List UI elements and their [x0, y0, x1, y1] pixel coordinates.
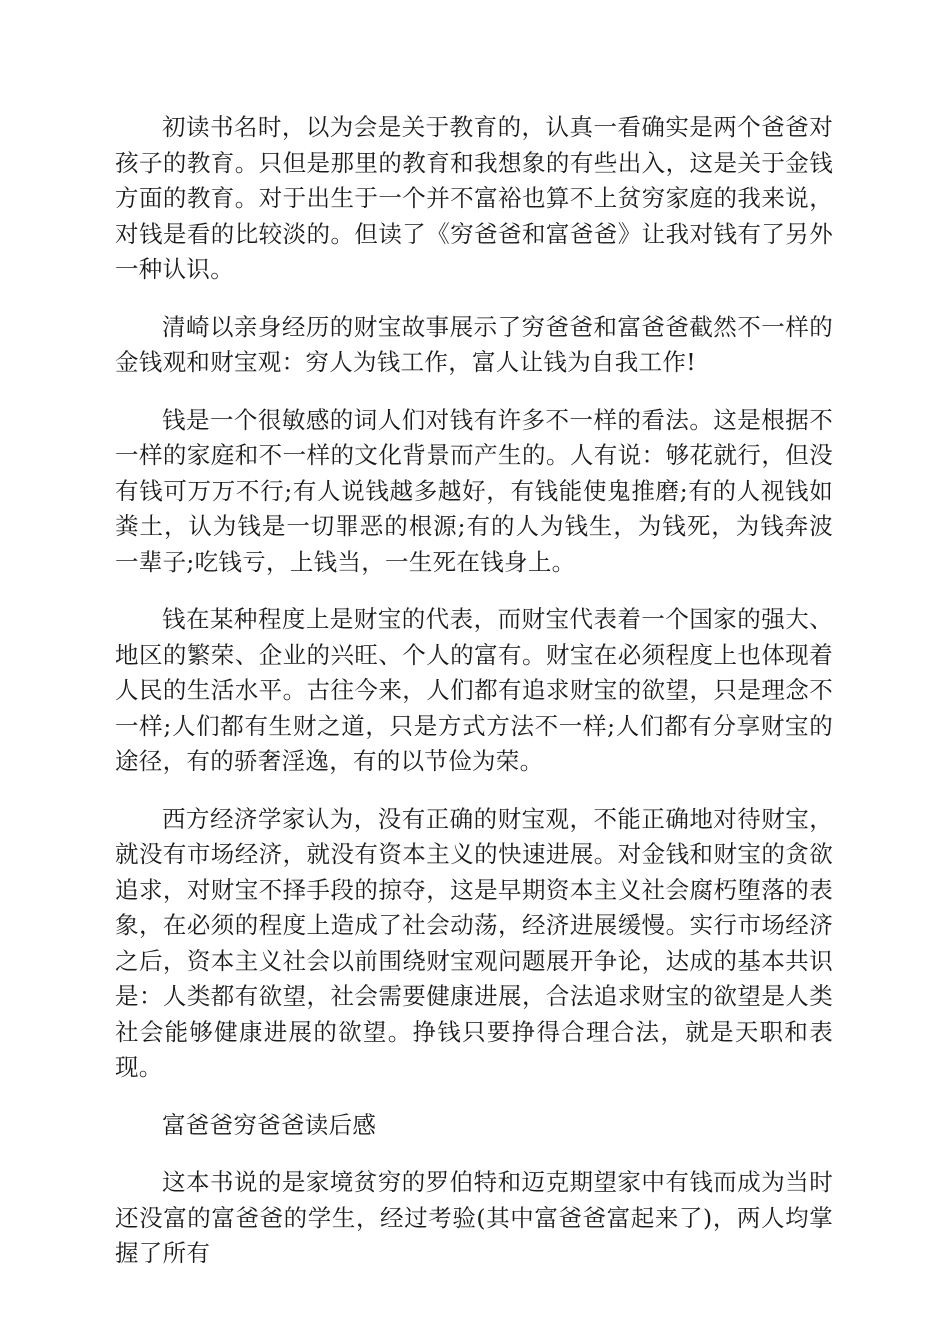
paragraph-western-economists: 西方经济学家认为，没有正确的财宝观，不能正确地对待财宝，就没有市场经济，就没有资本主义的快速进展。对金钱和财宝的贪欲追求，对财宝不择手段的掠夺，这是早期资本主义社会腐朽堕落的表象，在必须的程度上造成了社会动荡，经济进展缓慢。实行市场经济之后，资本主义社会以前围绕财宝观问题展开争论，达成的基本共识是：人类都有欲望，社会需要健康进展，合法追求财宝的欲望是人类社会能够健康进展的欲望。挣钱只要挣得合理合法，就是天职和表现。	[115, 804, 833, 1081]
paragraph-kiyosaki-story: 清崎以亲身经历的财宝故事展示了穷爸爸和富爸爸截然不一样的金钱观和财宝观：穷人为钱工作，富人让钱为自我工作!	[115, 312, 833, 376]
paragraph-wealth-meaning: 钱在某种程度上是财宝的代表，而财宝代表着一个国家的强大、地区的繁荣、企业的兴旺、个人的富有。财宝在必须程度上也体现着人民的生活水平。古往今来，人们都有追求财宝的欲望，只是理念不一样;人们都有生财之道，只是方式方法不一样;人们都有分享财宝的途径，有的骄奢淫逸，有的以节俭为荣。	[115, 605, 833, 775]
section-title: 富爸爸穷爸爸读后感	[162, 1110, 377, 1139]
paragraph-money-views: 钱是一个很敏感的词人们对钱有许多不一样的看法。这是根据不一样的家庭和不一样的文化背景而产生的。人有说：够花就行，但没有钱可万万不行;有人说钱越多越好，有钱能使鬼推磨;有的人视钱如粪土，认为钱是一切罪恶的根源;有的人为钱生，为钱死，为钱奔波一辈子;吃钱亏，上钱当，一生死在钱身上。	[115, 405, 833, 576]
paragraph-first-reading: 初读书名时，以为会是关于教育的，认真一看确实是两个爸爸对孩子的教育。只但是那里的教育和我想象的有些出入，这是关于金钱方面的教育。对于出生于一个并不富裕也算不上贫穷家庭的我来说，对钱是看的比较淡的。但读了《穷爸爸和富爸爸》让我对钱有了另外一种认识。	[115, 113, 833, 283]
paragraph-book-summary: 这本书说的是家境贫穷的罗伯特和迈克期望家中有钱而成为当时还没富的富爸爸的学生，经过考验(其中富爸爸富起来了)，两人均掌握了所有	[115, 1168, 833, 1267]
document-body	[115, 110, 833, 1272]
